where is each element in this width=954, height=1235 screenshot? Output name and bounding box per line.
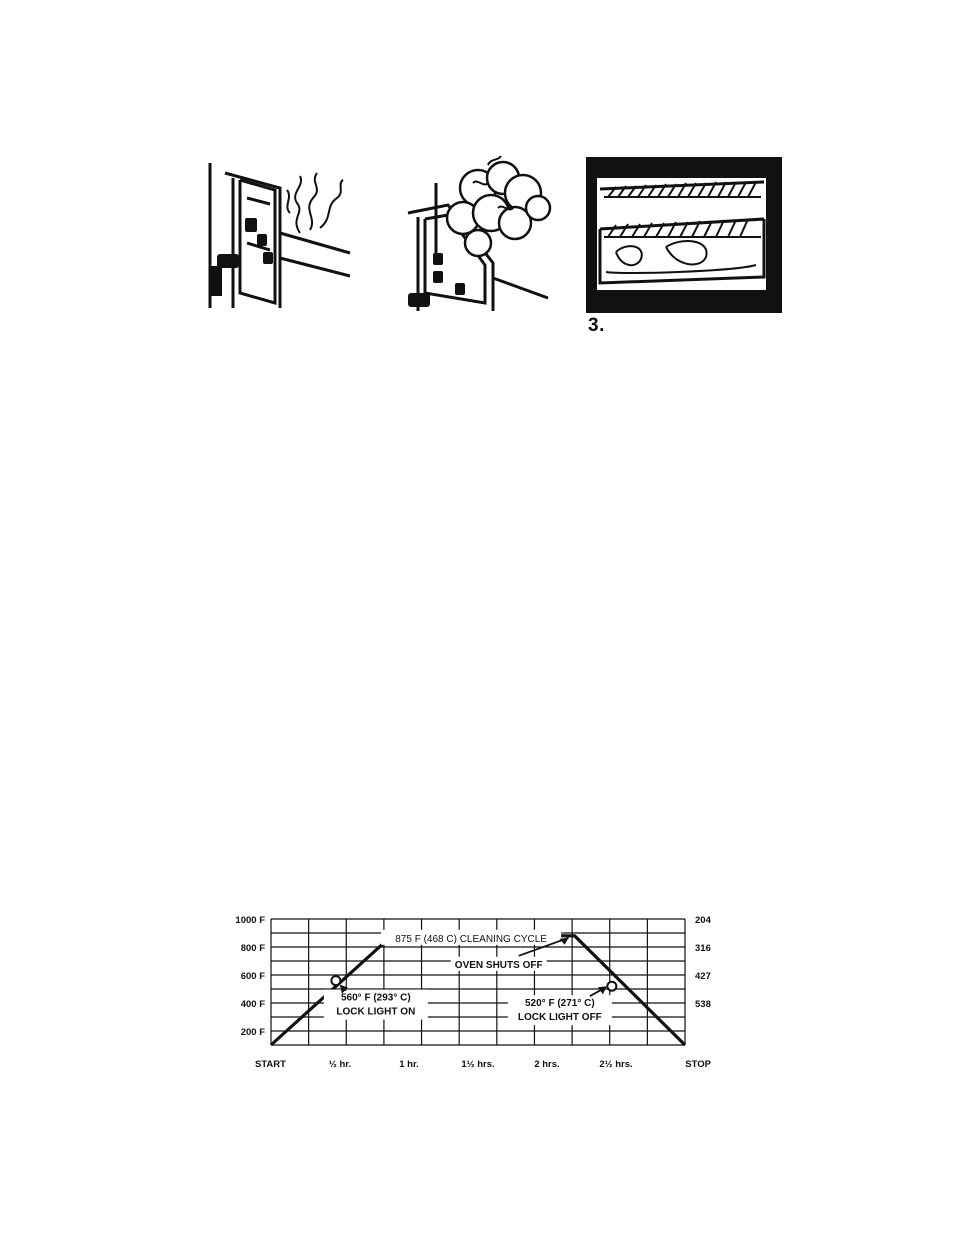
lock-off-temperature-label: 520° F (271° C) [525, 998, 595, 1010]
lock-on-temperature-label: 560° F (293° C) [341, 992, 411, 1004]
x-tick-label: START [255, 1059, 286, 1070]
cleaning-cycle-chart [215, 905, 725, 1077]
y-left-tick-label: 400 F [240, 999, 265, 1010]
x-tick-label: 2 hrs. [534, 1059, 560, 1070]
x-tick-label: 2½ hrs. [599, 1059, 633, 1070]
x-tick-label: 1½ hrs. [461, 1059, 495, 1070]
y-right-tick-label: 427 [695, 971, 711, 982]
y-right-tick-label: 316 [695, 943, 711, 954]
x-tick-label: ½ hr. [328, 1059, 352, 1070]
lock-marker-circle [331, 976, 340, 985]
oven-shuts-off-label: OVEN SHUTS OFF [454, 959, 543, 971]
y-left-tick-label: 600 F [240, 971, 265, 982]
step-number-label: 3. [588, 315, 605, 336]
oven-light-smoke-illustration [205, 158, 355, 313]
y-right-tick-label: 538 [695, 999, 711, 1010]
lock-light-on-label: LOCK LIGHT ON [336, 1006, 416, 1018]
lock-light-off-label: LOCK LIGHT OFF [517, 1012, 602, 1024]
oven-heavy-smoke-illustration [403, 153, 553, 313]
cycle-title-label: 875 F (468 C) CLEANING CYCLE [395, 933, 547, 945]
lock-marker-circle [607, 982, 616, 991]
cleaning-cycle-chart-svg [215, 905, 725, 1077]
x-tick-label: STOP [685, 1059, 711, 1070]
clean-oven-interior-illustration [586, 157, 782, 313]
y-left-tick-label: 200 F [240, 1027, 265, 1038]
y-left-tick-label: 800 F [240, 943, 265, 954]
x-tick-label: 1 hr. [399, 1059, 419, 1070]
y-right-tick-label: 204 [695, 915, 711, 926]
y-left-tick-label: 1000 F [235, 915, 265, 926]
